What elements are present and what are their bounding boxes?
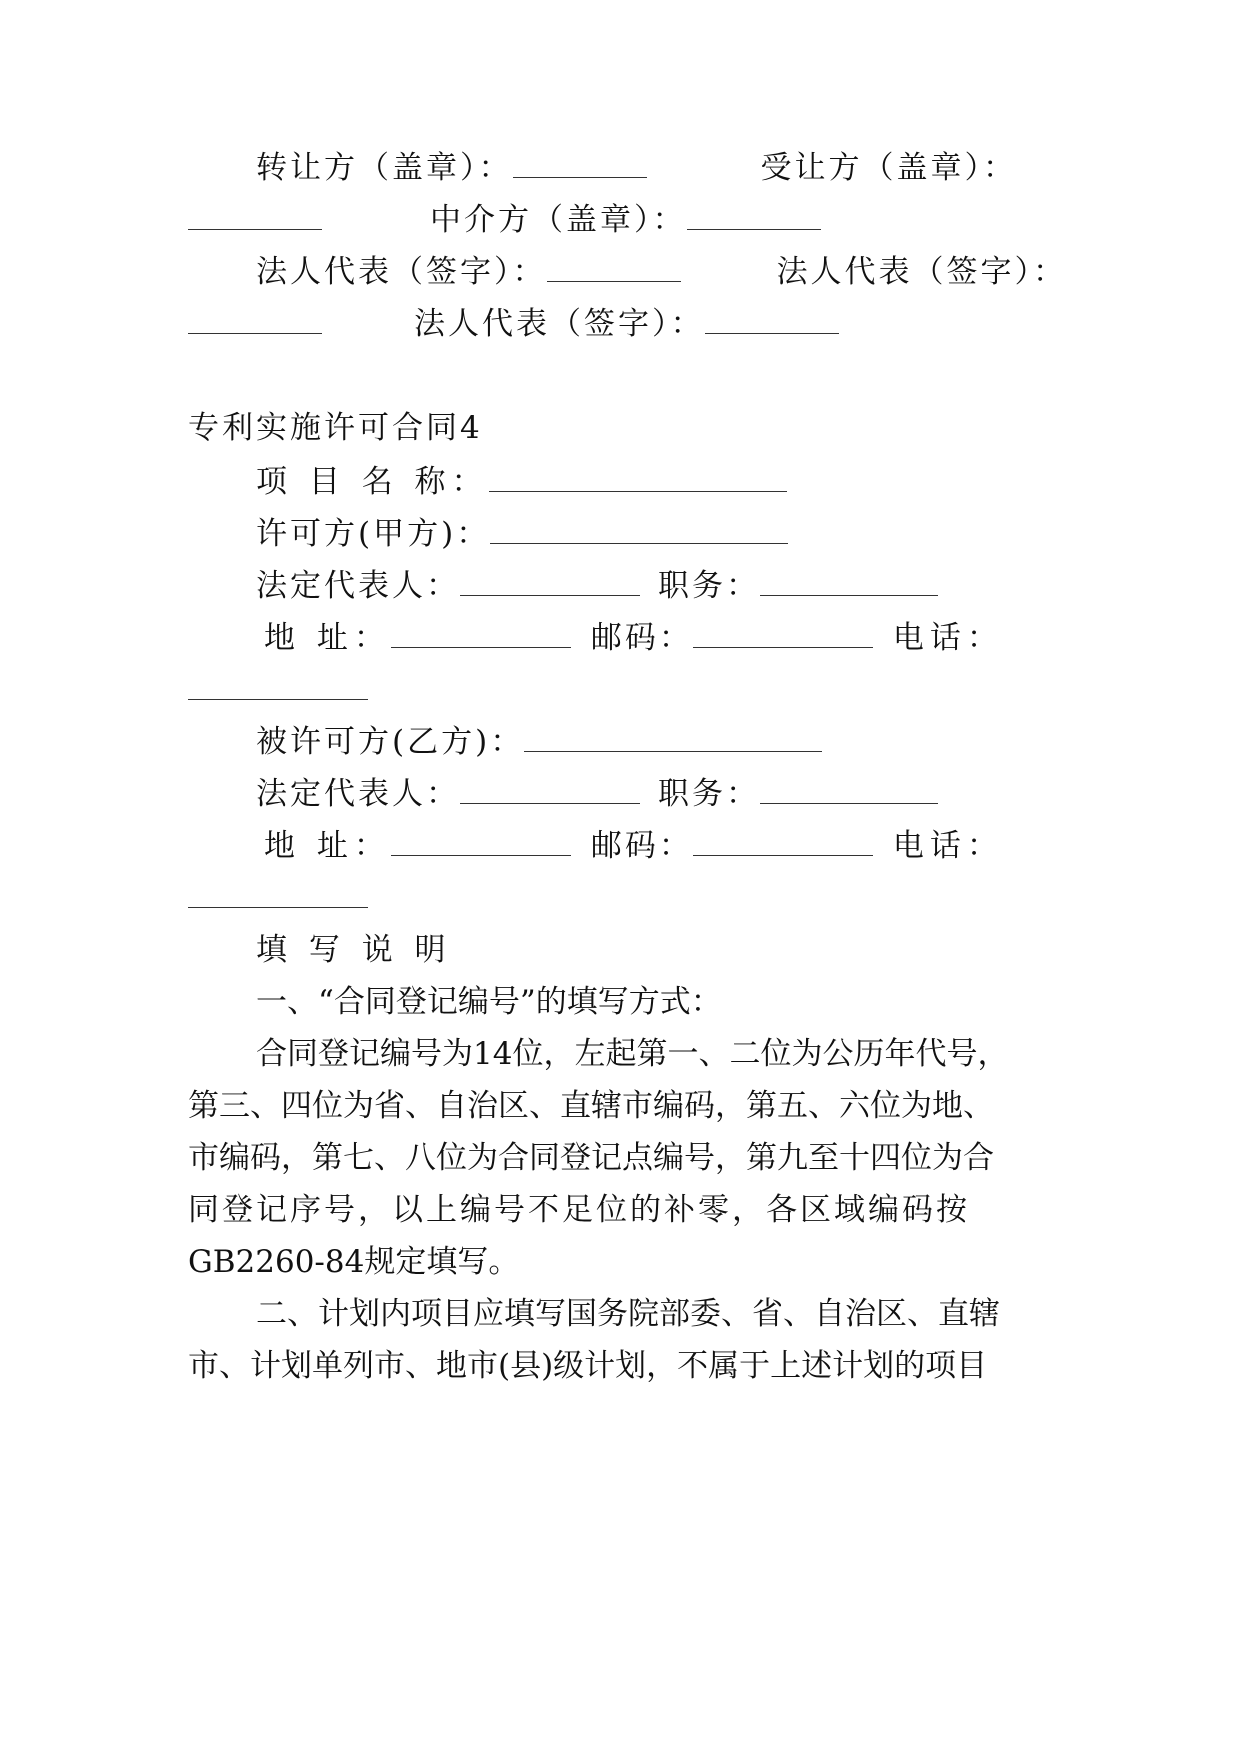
licensee-rep-label: 法定代表人： (256, 776, 460, 812)
project-name-label: 项 目 名 称： (256, 464, 489, 500)
signature-row-2 (188, 200, 1068, 244)
legal-rep-blank-3 (705, 311, 839, 334)
intermediary-blank (687, 207, 821, 230)
licensor-rep-label: 法定代表人： (256, 568, 460, 604)
transferor-label: 转让方（盖章）： (256, 150, 513, 186)
transferor-blank (513, 155, 647, 178)
legal-rep-blank-2 (188, 311, 322, 334)
legal-rep-label-1: 法人代表（签字）： (256, 254, 547, 290)
licensor-postcode-blank (693, 625, 873, 648)
licensee-label: 被许可方(乙方)： (256, 724, 525, 760)
licensee-postcode-label: 邮码： (590, 828, 693, 864)
instruction-item-1-line-2: 第三、四位为省、自治区、直辖市编码，第五、六位为地、 (188, 1088, 994, 1124)
instructions-heading: 填 写 说 明 (256, 932, 452, 968)
licensor-phone-label: 电话： (892, 620, 1004, 656)
transferee-label: 受让方（盖章）： (760, 150, 1017, 186)
licensee-row (188, 722, 1136, 766)
licensor-title-blank (760, 573, 938, 596)
licensor-postcode-label: 邮码： (590, 620, 693, 656)
licensor-rep-blank (460, 573, 640, 596)
signature-row-1 (188, 148, 1136, 192)
licensee-address-label: 地 址： (264, 828, 391, 864)
contract-title: 专利实施许可合同4 (188, 410, 483, 446)
legal-rep-blank-1 (547, 259, 681, 282)
licensor-address-label: 地 址： (264, 620, 391, 656)
instruction-item-1-line-1: 合同登记编号为14位，左起第一、二位为公历年代号， (256, 1036, 1009, 1072)
licensor-title-label: 职务： (658, 568, 760, 604)
licensee-rep-blank (460, 781, 640, 804)
licensee-phone-row (188, 878, 1068, 922)
instruction-item-1-title: 一、“合同登记编号”的填写方式： (256, 984, 722, 1020)
signature-row-3 (188, 252, 1136, 296)
instruction-item-1-line-3: 市编码，第七、八位为合同登记点编号，第九至十四位为合 (188, 1140, 994, 1176)
project-name-blank (489, 469, 787, 492)
licensor-blank (490, 521, 788, 544)
licensor-phone-blank (188, 677, 368, 700)
instruction-item-1-line-5: GB2260-84规定填写。 (188, 1244, 520, 1280)
licensor-label: 许可方(甲方)： (256, 516, 491, 552)
licensor-phone-row (188, 670, 1068, 714)
licensor-address-blank (391, 625, 571, 648)
licensor-row (188, 514, 1136, 558)
transferee-blank (188, 207, 322, 230)
licensee-title-label: 职务： (658, 776, 760, 812)
licensor-rep-row (188, 566, 1136, 610)
instruction-item-1-line-4: 同登记序号，以上编号不足位的补零，各区域编码按 (188, 1192, 970, 1228)
instruction-item-2-line-2: 市、计划单列市、地市(县)级计划，不属于上述计划的项目 (188, 1348, 988, 1384)
licensee-address-row (188, 826, 1136, 870)
intermediary-label: 中介方（盖章）： (430, 202, 687, 238)
project-name-row (188, 462, 1136, 506)
licensee-rep-row (188, 774, 1136, 818)
licensee-title-blank (760, 781, 938, 804)
legal-rep-label-2: 法人代表（签字）： (776, 254, 1067, 290)
licensee-phone-blank (188, 885, 368, 908)
licensee-phone-label: 电话： (892, 828, 1004, 864)
licensee-blank (524, 729, 822, 752)
licensee-postcode-blank (693, 833, 873, 856)
licensee-address-blank (391, 833, 571, 856)
licensor-address-row (188, 618, 1136, 662)
instruction-item-2-line-1: 二、计划内项目应填写国务院部委、省、自治区、直辖 (256, 1296, 1000, 1332)
signature-row-4 (188, 304, 1068, 348)
legal-rep-label-3: 法人代表（签字）： (414, 306, 705, 342)
